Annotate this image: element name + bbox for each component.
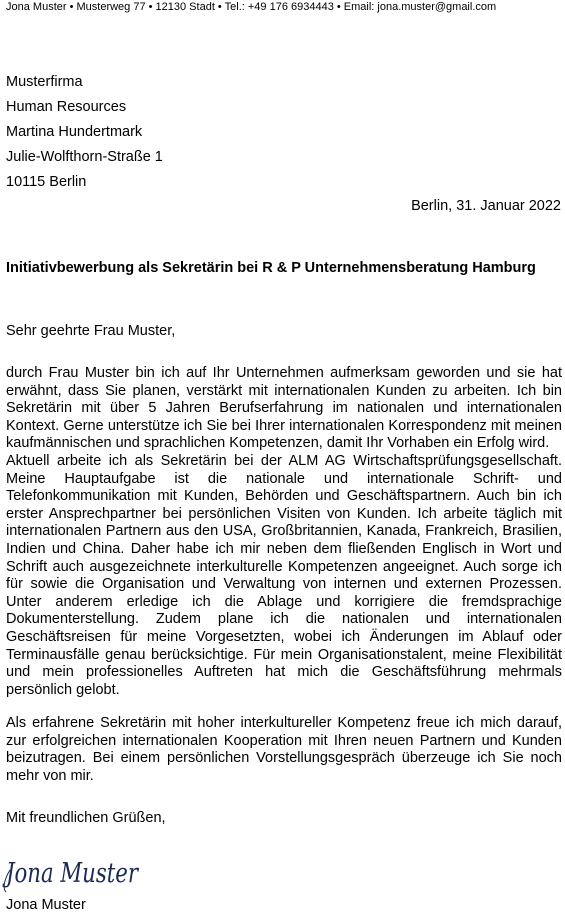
- body-paragraph: Als erfahrene Sekretärin mit hoher interkultureller Kompetenz freue ich mich darauf, zur erfolgreichen internationalen Kooperation mit Ihren neuen Partnern und Kunden beizutragen. Bei einem persönlichen Vorstellungsgespräch überzeuge ich Sie noch mehr von mir.: [6, 715, 562, 784]
- sender-address-line: Jona Muster • Musterweg 77 • 12130 Stadt • Tel.: +49 176 6934443 • Email: jona.muster@gmail.com: [6, 1, 497, 13]
- recipient-street: Julie-Wolfthorn-Straße 1: [6, 149, 163, 165]
- body-paragraph: Aktuell arbeite ich als Sekretärin bei der ALM AG Wirtschaftsprüfungsgesellschaft. Meine Hauptaufgabe ist die nationale und internationale Schrift- und Telefonkommunikation mit Kunden, Behörden und Geschäftspartnern. Auch bin ich erster Ansprechpartner bei persönlichen Visiten von Kunden. Ich arbeite täglich mit internationalen Partnern aus den USA, Großbritannien, Kanada, Frankreich, Brasilien, Indien und China. Daher habe ich mir neben dem fließenden Englisch in Wort und Schrift auch ausgezeichnete interkulturelle Kompetenzen angeeignet. Auch sorge ich für sowie die Organisation und Verwaltung von internen und externen Prozessen. Unter anderem erledige ich die Ablage und korrigiere die fremdsprachige Dokumenterstellung. Zudem plane ich die nationalen und internationalen Geschäftsreisen für meine Vorgesetzten, wobei ich Änderungen im Ablauf oder Terminausfälle genau berücksichtige. Für mein Organisationstalent, meine Flexibilität und mein professionelles Auftreten hat mich die Geschäftsführung mehrmals persönlich gelobt.: [6, 453, 562, 698]
- body-paragraph: durch Frau Muster bin ich auf Ihr Unternehmen aufmerksam geworden und sie hat erwähnt, dass Sie planen, verstärkt mit internationalen Kunden zu arbeiten. Ich bin Sekretärin mit über 5 Jahren Berufserfahrung im nationalen und internationalen Kontext. Gerne unterstütze ich Sie bei Ihrer internationalen Korrespondenz mit meinen kaufmännischen und sprachlichen Kompetenzen, damit Ihr Vorhaben ein Erfolg wird.: [6, 365, 562, 452]
- recipient-company: Musterfirma: [6, 74, 83, 90]
- recipient-city: 10115 Berlin: [6, 174, 87, 190]
- letter-date: Berlin, 31. Januar 2022: [411, 198, 561, 214]
- letter-salutation: Sehr geehrte Frau Muster,: [6, 323, 176, 339]
- signer-name: Jona Muster: [6, 897, 86, 913]
- recipient-department: Human Resources: [6, 99, 127, 115]
- handwritten-signature: [0, 848, 160, 894]
- letter-closing: Mit freundlichen Grüßen,: [6, 810, 166, 826]
- signature-text: Jona Muster: [2, 858, 140, 889]
- letter-subject: Initiativbewerbung als Sekretärin bei R & P Unternehmensberatung Hamburg: [6, 260, 536, 276]
- recipient-name: Martina Hundertmark: [6, 124, 143, 140]
- recipient-address-block: [6, 70, 163, 195]
